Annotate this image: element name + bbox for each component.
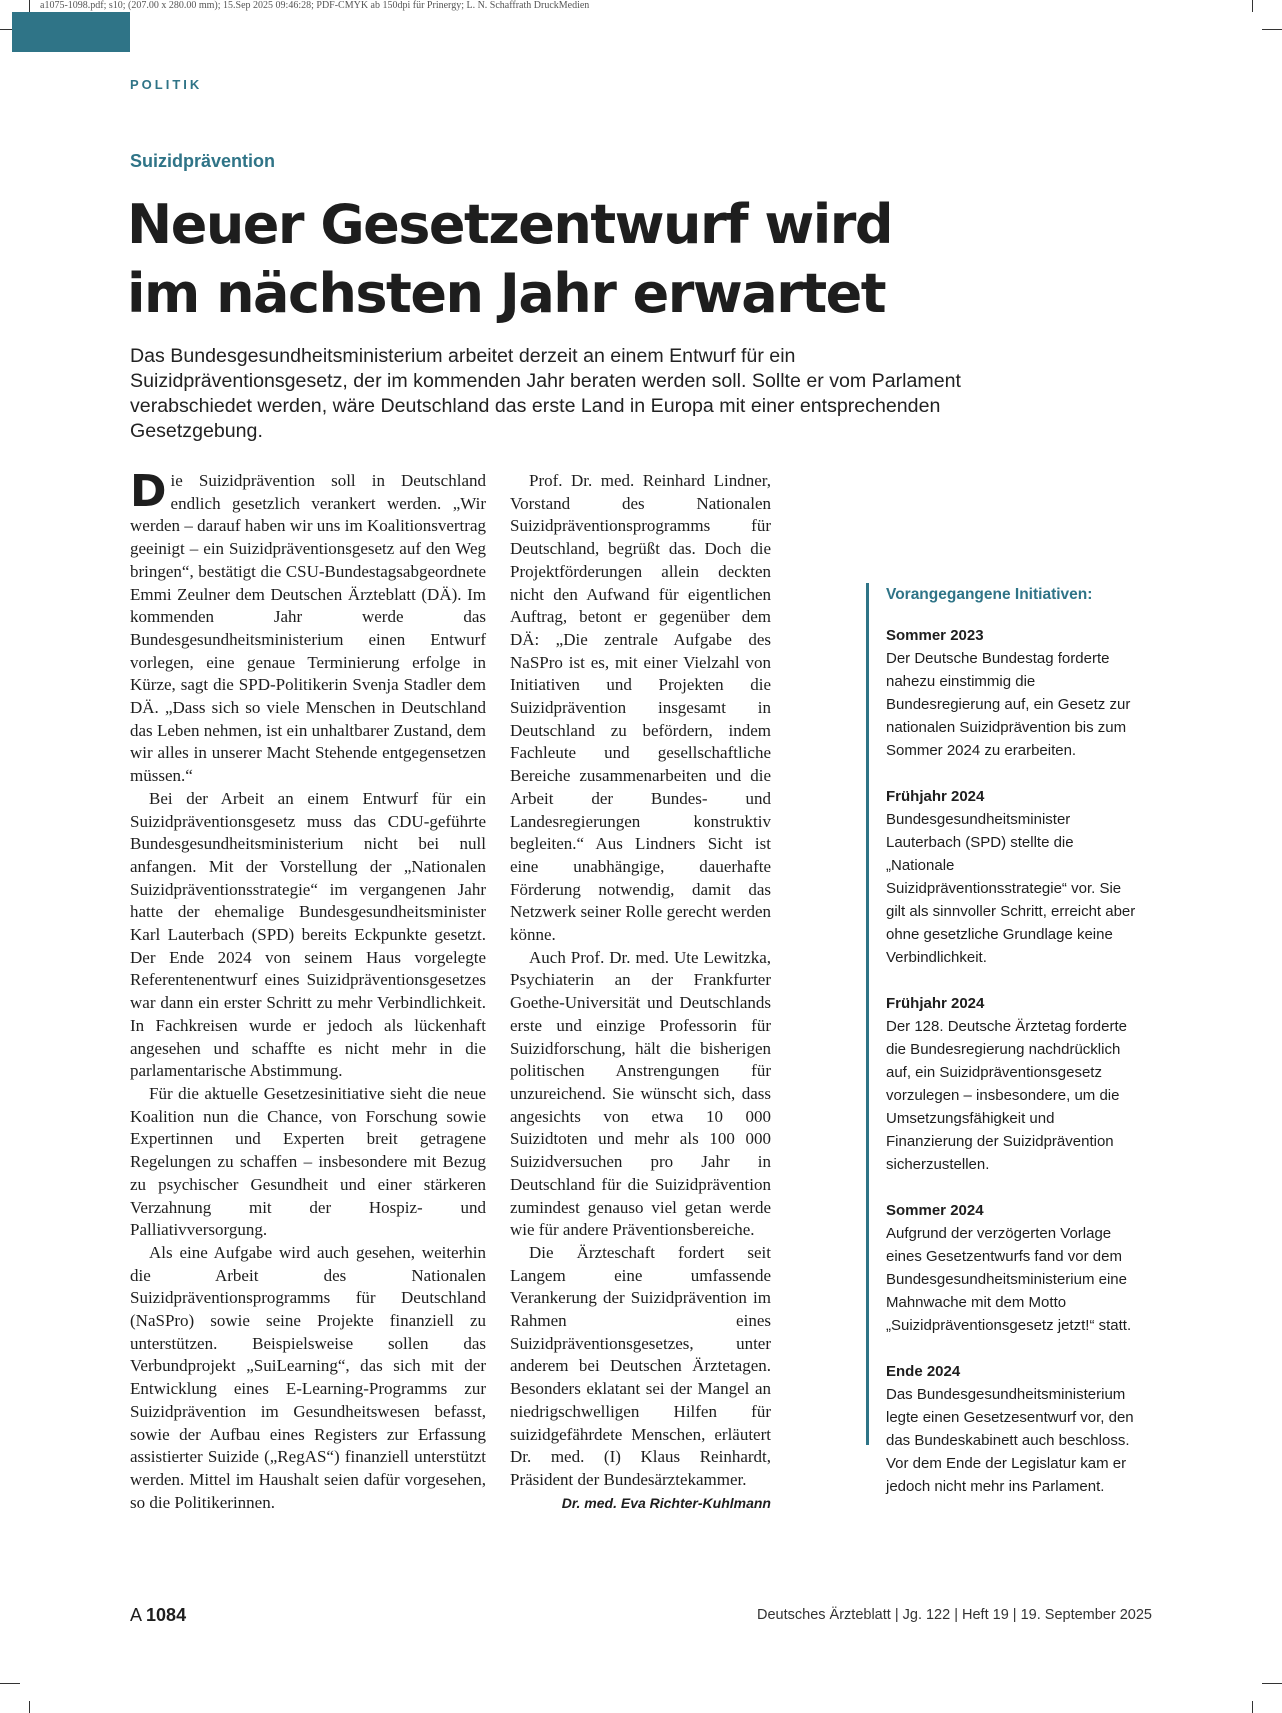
lead-paragraph: Das Bundesgesundheitsministerium arbeitet derzeit an einem Entwurf für ein Suizidpräventionsgesetz, der im kommenden Jahr beraten werden soll. Sollte er vom Parlament verabschiedet werden, wäre Deutschland das erste Land in Europa mit einer entsprechenden Gesetzgebung.	[130, 345, 961, 442]
page-number	[130, 1605, 186, 1626]
crop-mark	[1252, 0, 1253, 12]
timeline-entry	[886, 992, 1136, 1176]
article-column-1	[130, 466, 486, 1514]
article-paragraph	[510, 1242, 771, 1511]
kicker: Suizidprävention	[130, 151, 276, 171]
timeline-text: Der 128. Deutsche Ärztetag forderte die Bundesregierung nachdrücklich auf, ein Suizidpräventionsgesetz vorzulegen – insbesondere, um die Umsetzungsfähigkeit und Finanzierung der Suizidprävention sicherzustellen.	[886, 1018, 1127, 1173]
article-paragraph: Für die aktuelle Gesetzesinitiative sieht die neue Koalition nun die Chance, von Forschung sowie Expertinnen und Experten breit getragene Regelungen zu schaffen – insbesondere mit Bezug zu psychischer Gesundheit und einer stärkeren Verzahnung mit der Hospiz- und Palliativversorgung.	[130, 1083, 486, 1240]
article-paragraph: Bei der Arbeit an einem Entwurf für ein Suizidpräventionsgesetz muss das CDU-geführte Bundesgesundheitsministerium nicht bei null anfangen. Mit der Vorstellung der „Nationalen Suizidpräventionsstrategie“ im vergangenen Jahr hatte der ehemalige Bundesgesundheitsminister Karl Lauterbach (SPD) bereits Eckpunkte gesetzt. Der Ende 2024 von seinem Haus vorgelegte Referentenentwurf eines Suizidpräventionsgesetzes war dann ein erster Schritt zu mehr Verbindlichkeit. In Fachkreisen wurde er jedoch als lückenhaft angesehen und schaffte es nicht mehr in die parlamentarische Abstimmung.	[130, 788, 486, 1081]
article-paragraph: Auch Prof. Dr. med. Ute Lewitzka, Psychiaterin an der Frankfurter Goethe-Universität und Deutschlands erste und einzige Professorin für Suizidforschung, hält die bisherigen politischen Anstrengungen für unzureichend. Sie wünscht sich, dass angesichts von etwa 10 000 Suizidtoten und mehr als 100 000 Suizidversuchen pro Jahr in Deutschland für die Suizidprävention zumindest genauso viel getan werde wie für andere Präventionsbereiche.	[510, 947, 771, 1240]
section-label: POLITIK	[130, 77, 203, 92]
article-paragraph-text: Die Ärzteschaft fordert seit Langem eine umfassende Verankerung der Suizidprävention im Rahmen eines Suizidpräventionsgesetzes, unter anderem bei Deutschen Ärztetagen. Besonders eklatant sei der Mangel an niedrigschwelligen Hilfen für suizidgefährdete Menschen, erläutert Dr. med. (I) Klaus Reinhardt, Präsident der Bundesärztekammer.	[510, 1242, 771, 1489]
article-paragraph-text: ie Suizidprävention soll in Deutschland endlich gesetzlich verankert werden. „Wir werden – darauf haben wir uns im Koalitionsvertrag geeinigt – ein Suizidpräventionsgesetz auf den Weg bringen“, bestätigt die CSU-Bundestagsabgeordnete Emmi Zeulner dem Deutschen Ärzteblatt (DÄ). Im kommenden Jahr werde das Bundesgesundheitsministerium einen Entwurf vorlegen, eine genaue Terminierung erfolge in Kürze, sagt die SPD-Politikerin Svenja Stadler dem DÄ. „Dass sich so viele Menschen in Deutschland das Leben nehmen, ist ein unhaltbarer Zustand, dem wir alles in unserer Macht Stehende entgegensetzen müssen.“	[130, 471, 486, 786]
headline-line-1: Neuer Gesetzentwurf wird	[127, 193, 893, 256]
crop-mark	[1262, 29, 1282, 30]
timeline-sidebar	[866, 583, 1136, 1495]
timeline-date: Ende 2024	[886, 1363, 961, 1380]
article-paragraph	[130, 466, 486, 788]
crop-mark	[1262, 1683, 1282, 1684]
timeline-text: Das Bundesgesundheitsministerium legte einen Gesetzesentwurf vor, den das Bundeskabinett auch beschloss. Vor dem Ende der Legislatur kam er jedoch nicht mehr ins Parlament.	[886, 1386, 1134, 1495]
headline	[127, 190, 892, 328]
timeline-text: Bundesgesundheitsminister Lauterbach (SPD) stellte die „Nationale Suizidpräventionsstrategie“ vor. Sie gilt als sinnvoller Schritt, erreicht aber ohne gesetzliche Grundlage keine Verbindlichkeit.	[886, 811, 1136, 966]
headline-line-2: im nächsten Jahr erwartet	[127, 262, 886, 325]
drop-cap: D	[130, 466, 167, 517]
article-paragraph: Als eine Aufgabe wird auch gesehen, weiterhin die Arbeit des Nationalen Suizidpräventionsprogramms für Deutschland (NaSPro) sowie seine Projekte finanziell zu unterstützen. Beispielsweise sollen das Verbundprojekt „SuiLearning“, das sich mit der Entwicklung eines E-Learning-Programms zur Suizidprävention im Gesundheitswesen befasst, sowie der Aufbau eines Registers zur Erfassung assistierter Suizide („RegAS“) finanziell unterstützt werden. Mittel im Haushalt seien dafür vorgesehen, so die Politikerinnen.	[130, 1242, 486, 1512]
author-byline: Dr. med. Eva Richter-Kuhlmann	[561, 1494, 771, 1511]
page-prefix: A	[130, 1605, 142, 1625]
crop-mark	[29, 1701, 30, 1713]
crop-mark	[29, 0, 30, 12]
crop-mark	[1252, 1701, 1253, 1713]
timeline-date: Frühjahr 2024	[886, 995, 985, 1012]
timeline-entry	[886, 1360, 1136, 1498]
print-slug: a1075-1098.pdf; s10; (207.00 x 280.00 mm); 15.Sep 2025 09:46:28; PDF-CMYK ab 150dpi für Prinergy; L. N. Schaffrath DruckMedien	[40, 0, 590, 11]
timeline-date: Frühjahr 2024	[886, 788, 985, 805]
timeline-date: Sommer 2024	[886, 1202, 984, 1219]
timeline-entry	[886, 785, 1136, 969]
timeline-entry	[886, 1199, 1136, 1337]
timeline-entry	[886, 624, 1136, 762]
timeline-text: Aufgrund der verzögerten Vorlage eines Gesetzentwurfs fand vor dem Bundesgesundheitsministerium eine Mahnwache mit dem Motto „Suizidpräventionsgesetz jetzt!“ statt.	[886, 1225, 1132, 1334]
timeline-date: Sommer 2023	[886, 627, 984, 644]
sidebar-title: Vorangegangene Initiativen:	[886, 586, 1093, 603]
timeline-text: Der Deutsche Bundestag forderte nahezu einstimmig die Bundesregierung auf, ein Gesetz zur nationalen Suizidprävention bis zum Sommer 2024 zu erarbeiten.	[886, 650, 1131, 759]
section-color-bar	[12, 12, 130, 52]
page-number-value: 1084	[146, 1605, 187, 1625]
article-paragraph: Prof. Dr. med. Reinhard Lindner, Vorstand des Nationalen Suizidpräventionsprogramms für Deutschland, begrüßt das. Doch die Projektförderungen allein deckten nicht den Aufwand für eigentlichen Auftrag, betont er gegenüber dem DÄ: „Die zentrale Aufgabe des NaSPro ist es, mit einer Vielzahl von Initiativen und Projekten die Suizidprävention insgesamt in Deutschland zu befördern, indem Fachleute und gesellschaftliche Bereiche zusammenarbeiten und die Arbeit der Bundes- und Landesregierungen konstruktiv begleiten.“ Aus Lindners Sicht ist eine unabhängige, dauerhafte Förderung notwendig, damit das Netzwerk seiner Rolle gerecht werden könne.	[510, 471, 771, 945]
article-column-2	[510, 470, 771, 1514]
crop-mark	[0, 1683, 20, 1684]
journal-citation: Deutsches Ärzteblatt | Jg. 122 | Heft 19 | 19. September 2025	[757, 1607, 1152, 1623]
